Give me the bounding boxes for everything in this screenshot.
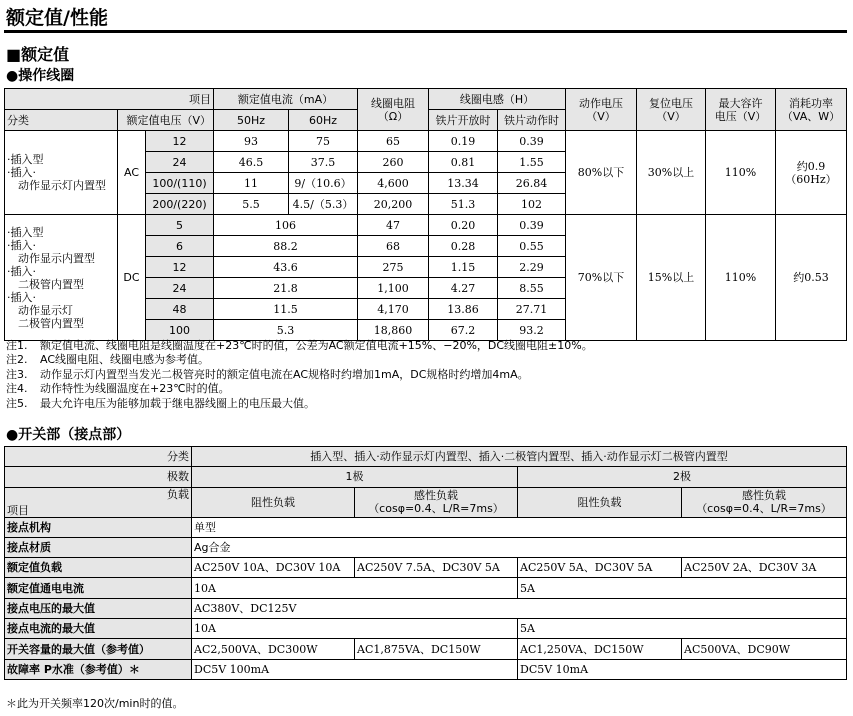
ac-resistance: 260 xyxy=(358,152,429,173)
ac-voltage: 100/(110) xyxy=(146,173,214,194)
contact-row-label: 额定值通电电流 xyxy=(5,578,192,598)
contact-value: DC5V 100mA xyxy=(192,659,518,679)
contact-category-value: 插入型、插入·动作显示灯内置型、插入·二极管内置型、插入·动作显示灯二极管内置型 xyxy=(192,447,847,467)
coil-header-power: 消耗功率 （VA、W） xyxy=(776,89,847,131)
dc-ind-close: 27.71 xyxy=(498,299,566,320)
ac-label: AC xyxy=(118,131,146,215)
ac-current-60hz: 4.5/（5.3） xyxy=(289,194,358,215)
coil-heading: ●操作线圈 xyxy=(6,68,75,84)
dc-power: 约0.53 xyxy=(776,215,847,341)
ac-current-50hz: 11 xyxy=(214,173,289,194)
page-title: 额定值/性能 xyxy=(6,7,108,29)
dc-ind-open: 67.2 xyxy=(429,320,498,341)
contact-value: AC250V 2A、DC30V 3A xyxy=(682,558,847,578)
ac-current-50hz: 93 xyxy=(214,131,289,152)
contact-value: AC500VA、DC90W xyxy=(682,639,847,659)
ac-max-voltage: 110% xyxy=(706,131,776,215)
ac-current-60hz: 75 xyxy=(289,131,358,152)
dc-ind-close: 8.55 xyxy=(498,278,566,299)
contact-pole-2: 2极 xyxy=(518,467,847,487)
title-rule xyxy=(4,30,847,33)
contact-value: 10A xyxy=(192,619,518,639)
ac-ind-open: 13.34 xyxy=(429,173,498,194)
contact-value: AC250V 5A、DC30V 5A xyxy=(518,558,682,578)
footnote: ＊此为开关频率120次/min时的值。 xyxy=(6,697,184,710)
coil-header-inductance: 线圈电感（H） xyxy=(429,89,566,110)
dc-ind-close: 2.29 xyxy=(498,257,566,278)
contact-header-inductive: 感性负载 （cosφ=0.4、L/R=7ms） xyxy=(355,487,518,517)
ac-resistance: 20,200 xyxy=(358,194,429,215)
dc-resistance: 1,100 xyxy=(358,278,429,299)
contact-value: 5A xyxy=(518,578,847,598)
contact-header-resistive: 阻性负载 xyxy=(192,487,355,517)
dc-label: DC xyxy=(118,215,146,341)
coil-header-rated-voltage: 额定值电压（V） xyxy=(118,110,214,131)
dc-ind-open: 0.20 xyxy=(429,215,498,236)
ac-resistance: 65 xyxy=(358,131,429,152)
ac-resistance: 4,600 xyxy=(358,173,429,194)
contact-value: AC2,500VA、DC300W xyxy=(192,639,355,659)
contact-row-label: 故障率 P水准（参考值）＊ xyxy=(5,659,192,679)
ac-reset-voltage: 30%以上 xyxy=(637,131,706,215)
dc-current: 106 xyxy=(214,215,358,236)
dc-type-cell: ·插入型 ·插入· 动作显示内置型 ·插入· 二极管内置型 ·插入· 动作显示灯 二极管内置型 xyxy=(5,215,118,341)
dc-ind-close: 93.2 xyxy=(498,320,566,341)
dc-voltage: 12 xyxy=(146,257,214,278)
coil-header-60hz: 60Hz xyxy=(289,110,358,131)
dc-ind-close: 0.55 xyxy=(498,236,566,257)
dc-voltage: 5 xyxy=(146,215,214,236)
contact-value: DC5V 10mA xyxy=(518,659,847,679)
contact-value: AC1,875VA、DC150W xyxy=(355,639,518,659)
ac-ind-open: 51.3 xyxy=(429,194,498,215)
coil-header-ind-close: 铁片动作时 xyxy=(498,110,566,131)
coil-header-item: 项目 xyxy=(5,89,214,110)
ac-ind-close: 0.39 xyxy=(498,131,566,152)
ac-current-50hz: 46.5 xyxy=(214,152,289,173)
contact-value: Ag合金 xyxy=(192,537,847,557)
contact-pole-1: 1极 xyxy=(192,467,518,487)
contact-row-label: 接点电流的最大值 xyxy=(5,619,192,639)
contact-header-resistive: 阻性负载 xyxy=(518,487,682,517)
dc-resistance: 4,170 xyxy=(358,299,429,320)
contact-row-label: 额定值负载 xyxy=(5,558,192,578)
dc-voltage: 100 xyxy=(146,320,214,341)
ac-ind-close: 26.84 xyxy=(498,173,566,194)
note: 注5. 最大允许电压为能够加载于继电器线圈上的电压最大值。 xyxy=(6,396,315,410)
coil-header-operate-voltage: 动作电压 （V） xyxy=(566,89,637,131)
dc-ind-open: 1.15 xyxy=(429,257,498,278)
contact-value: AC250V 10A、DC30V 10A xyxy=(192,558,355,578)
ac-voltage: 12 xyxy=(146,131,214,152)
ac-voltage: 200/(220) xyxy=(146,194,214,215)
contact-table xyxy=(4,446,847,680)
coil-header-category: 分类 xyxy=(5,110,118,131)
note: 注2. AC线圈电阻、线圈电感为参考值。 xyxy=(6,353,210,367)
contact-row-label: 开关容量的最大值（参考值） xyxy=(5,639,192,659)
note: 注4. 动作特性为线圈温度在+23℃时的值。 xyxy=(6,382,230,396)
note: 注3. 动作显示灯内置型当发光二极管亮时的额定值电流在AC规格时约增加1mA，DC规格时约增加4mA。 xyxy=(6,367,529,381)
dc-max-voltage: 110% xyxy=(706,215,776,341)
dc-current: 21.8 xyxy=(214,278,358,299)
contact-header-category: 分类 xyxy=(5,447,192,467)
contact-header-poles: 极数 xyxy=(5,467,192,487)
ac-current-60hz: 37.5 xyxy=(289,152,358,173)
coil-header-resistance: 线圈电阻 （Ω） xyxy=(358,89,429,131)
dc-ind-close: 0.39 xyxy=(498,215,566,236)
coil-notes xyxy=(6,339,593,411)
contact-value: AC1,250VA、DC150W xyxy=(518,639,682,659)
ac-ind-open: 0.19 xyxy=(429,131,498,152)
ac-voltage: 24 xyxy=(146,152,214,173)
dc-resistance: 18,860 xyxy=(358,320,429,341)
ac-operate-voltage: 80%以下 xyxy=(566,131,637,215)
coil-header-rated-current: 额定值电流（mA） xyxy=(214,89,358,110)
dc-resistance: 47 xyxy=(358,215,429,236)
dc-operate-voltage: 70%以下 xyxy=(566,215,637,341)
dc-ind-open: 4.27 xyxy=(429,278,498,299)
ac-ind-open: 0.81 xyxy=(429,152,498,173)
dc-ind-open: 0.28 xyxy=(429,236,498,257)
dc-resistance: 275 xyxy=(358,257,429,278)
section-heading: ■额定值 xyxy=(6,45,70,64)
ac-current-60hz: 9/（10.6） xyxy=(289,173,358,194)
contact-header-load-item: 负载 项目 xyxy=(5,487,192,517)
dc-reset-voltage: 15%以上 xyxy=(637,215,706,341)
dc-ind-open: 13.86 xyxy=(429,299,498,320)
dc-current: 5.3 xyxy=(214,320,358,341)
contact-row-label: 接点机构 xyxy=(5,517,192,537)
contact-value: AC380V、DC125V xyxy=(192,598,847,618)
contact-value: 10A xyxy=(192,578,518,598)
dc-resistance: 68 xyxy=(358,236,429,257)
contact-header-inductive: 感性负载 （cosφ=0.4、L/R=7ms） xyxy=(682,487,847,517)
contact-row-label: 接点材质 xyxy=(5,537,192,557)
contact-value: 单型 xyxy=(192,517,847,537)
ac-current-50hz: 5.5 xyxy=(214,194,289,215)
coil-header-ind-open: 铁片开放时 xyxy=(429,110,498,131)
contact-row-label: 接点电压的最大值 xyxy=(5,598,192,618)
dc-voltage: 6 xyxy=(146,236,214,257)
ac-type-cell: ·插入型 ·插入· 动作显示灯内置型 xyxy=(5,131,118,215)
coil-table xyxy=(4,88,847,341)
coil-header-max-voltage: 最大容许 电压（V） xyxy=(706,89,776,131)
contact-value: 5A xyxy=(518,619,847,639)
dc-current: 88.2 xyxy=(214,236,358,257)
dc-current: 43.6 xyxy=(214,257,358,278)
contact-heading: ●开关部（接点部） xyxy=(6,427,131,443)
dc-voltage: 48 xyxy=(146,299,214,320)
contact-value: AC250V 7.5A、DC30V 5A xyxy=(355,558,518,578)
ac-ind-close: 102 xyxy=(498,194,566,215)
coil-header-50hz: 50Hz xyxy=(214,110,289,131)
coil-header-reset-voltage: 复位电压 （V） xyxy=(637,89,706,131)
ac-ind-close: 1.55 xyxy=(498,152,566,173)
ac-power: 约0.9 （60Hz） xyxy=(776,131,847,215)
dc-voltage: 24 xyxy=(146,278,214,299)
note: 注1. 额定值电流、线圈电阻是线圈温度在+23℃时的值，公差为AC额定值电流+15%、−20%，DC线圈电阻±10%。 xyxy=(6,339,593,352)
dc-current: 11.5 xyxy=(214,299,358,320)
